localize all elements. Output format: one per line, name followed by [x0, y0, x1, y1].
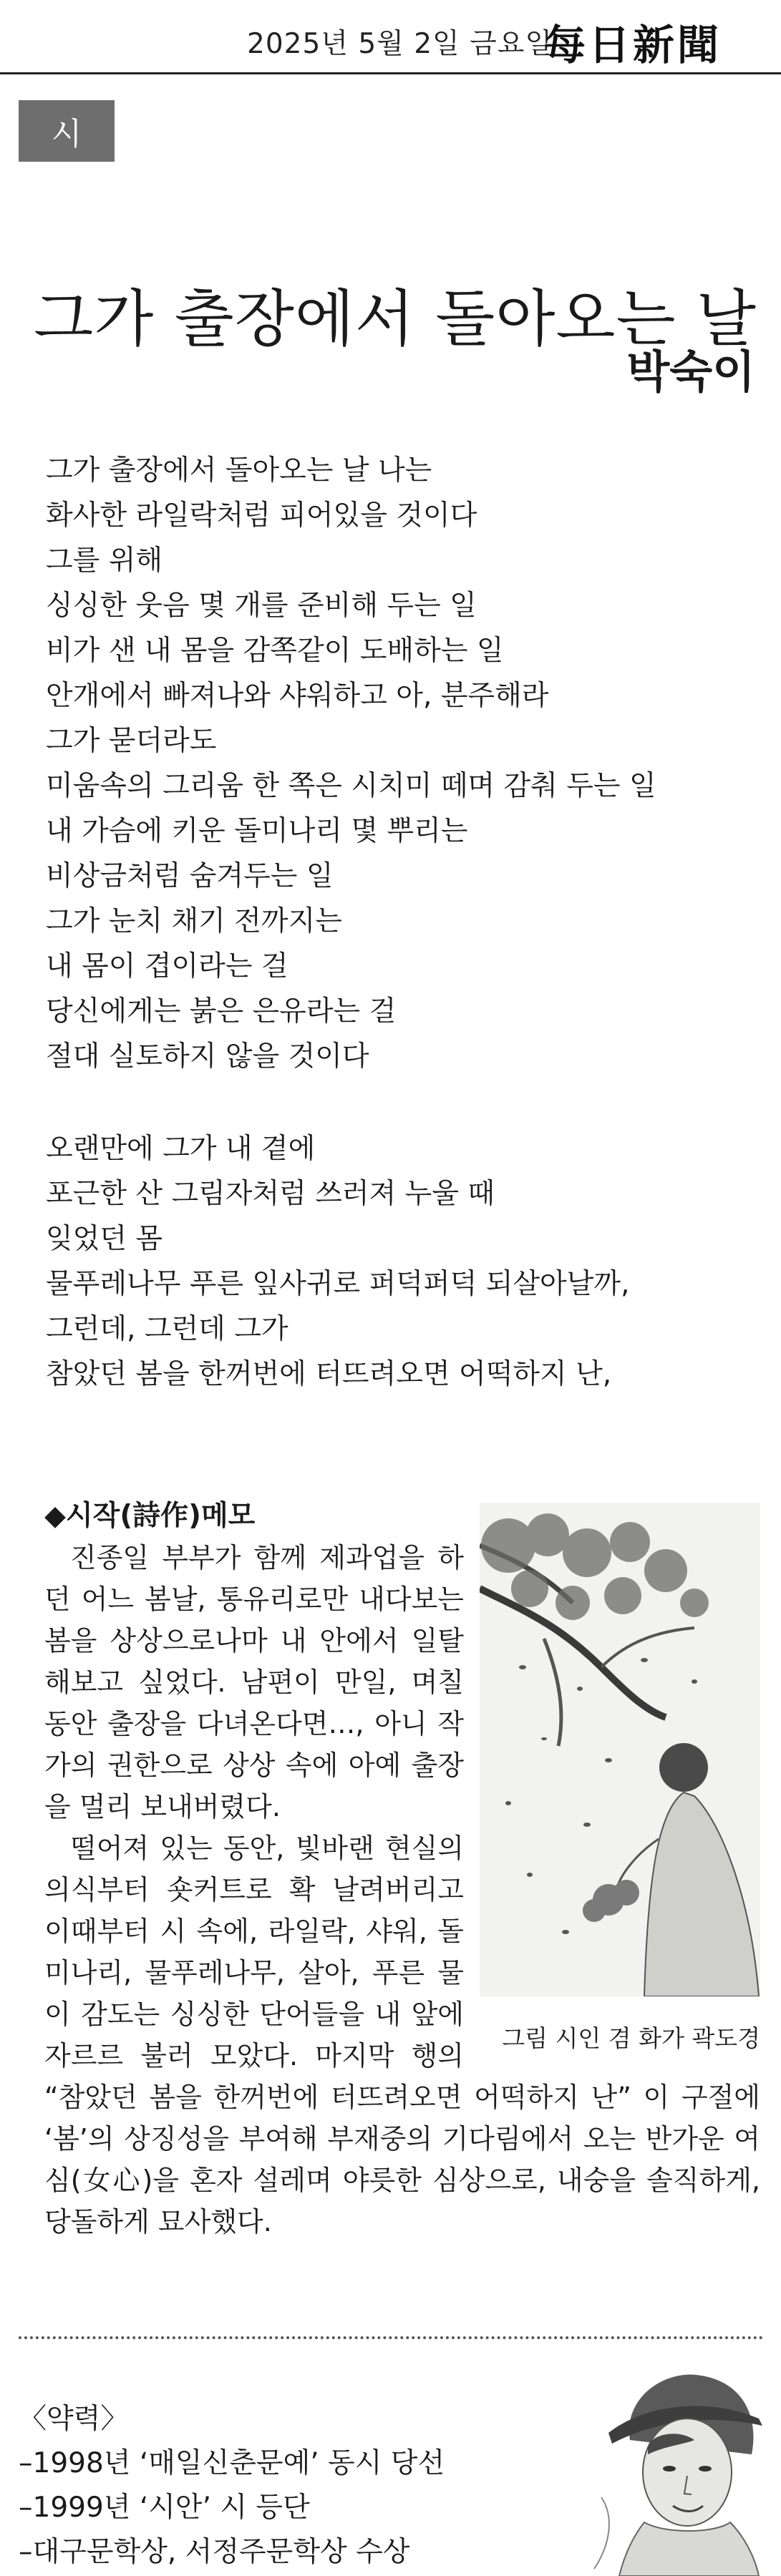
poem-body — [46, 448, 755, 1397]
issue-date: 2025년 5월 2일 금요일 — [247, 28, 553, 60]
memo-heading: ◆시작(詩作)메모 — [44, 1500, 256, 1532]
author-portrait-image[interactable] — [580, 2354, 773, 2576]
poem-line: 그가 눈치 채기 전까지는 — [46, 905, 342, 937]
poem-line: 비상금처럼 숨겨두는 일 — [46, 860, 334, 892]
poem-line: 미움속의 그리움 한 쪽은 시치미 떼며 감춰 두는 일 — [46, 770, 656, 802]
bio-heading: 〈약력〉 — [19, 2403, 129, 2435]
memo-paragraph: 진종일 부부가 함께 제과업을 하던 어느 봄날, 통유리로만 내다보는 봄을 상상으로나마 내 안에서 일탈해보고 싶었다. 남편이 만일, 며칠 동안 출장을 다녀온다면…, 아니 작가의 권한으로 상상 속에 아예 출장을 멀리 보내버렸다. — [44, 1542, 464, 1823]
poem-line: 물푸레나무 푸른 잎사귀로 퍼덕퍼덕 되살아날까, — [46, 1268, 630, 1300]
illustration-figure — [480, 1503, 760, 2052]
poem-line: 싱싱한 웃음 몇 개를 준비해 두는 일 — [46, 590, 477, 622]
section-tag: 시 — [19, 100, 115, 162]
poem-author: 박숙이 — [626, 346, 755, 398]
poem-line: 잊었던 몸 — [46, 1223, 163, 1255]
poem-stanza-2 — [46, 1126, 755, 1397]
newspaper-masthead-logo[interactable]: 每日新聞 — [544, 21, 722, 69]
poem-line: 화사한 라일락처럼 피어있을 것이다 — [46, 499, 477, 532]
poem-line: 그런데, 그런데 그가 — [46, 1313, 288, 1345]
poem-line: 참았던 봄을 한꺼번에 터뜨려오면 어떡하지 난, — [46, 1358, 612, 1390]
header-rule — [0, 72, 781, 74]
memo-paragraph: 떨어져 있는 동안, 빛바랜 현실의 의식부터 숏커트로 확 날려버리고 이때부터 시 속에, 라일락, 샤워, 돌미나리, 물푸레나무, 살아, 푸른 물이 감도는 싱싱한 단어들을 내 앞에 자르르 불러 모았다. 마지막 행의 “참았던 봄을 한꺼번에 터뜨려오면 어떡하지 난” 이 구절에 ‘봄’의 상징성을 부여해 부재중의 기다림에서 오는 반가운 여심(女心)을 혼자 설레며 야릇한 심상으로, 내숭을 솔직하게, 당돌하게 묘사했다. — [44, 1833, 760, 2238]
poem-line: 그가 묻더라도 — [46, 725, 217, 757]
poem-line: 포근한 산 그림자처럼 쓰러져 누울 때 — [46, 1178, 495, 1210]
illustration-caption: 그림 시인 겸 화가 곽도경 — [502, 2024, 760, 2052]
author-bio — [19, 2397, 520, 2575]
poem-stanza-1 — [46, 448, 755, 1079]
poem-line: 비가 샌 내 몸을 감쪽같이 도배하는 일 — [46, 635, 504, 667]
poem-line: 절대 실토하지 않을 것이다 — [46, 1040, 369, 1073]
bio-item: –1999년 ‘시안’ 시 등단 — [19, 2492, 310, 2524]
poem-line: 당신에게는 붉은 은유라는 걸 — [46, 995, 397, 1028]
poem-line: 그가 출장에서 돌아오는 날 나는 — [46, 454, 432, 487]
poem-line: 내 가슴에 키운 돌미나리 몇 뿌리는 — [46, 815, 468, 847]
memo-body — [44, 1537, 760, 2243]
stanza-gap — [46, 1079, 755, 1126]
bio-item: –대구문학상, 서정주문학상 수상 — [19, 2536, 410, 2568]
bio-item: –1998년 ‘매일신춘문예’ 동시 당선 — [19, 2447, 445, 2479]
poem-line: 그를 위해 — [46, 545, 163, 577]
poet-memo — [44, 1496, 760, 2243]
poem-line: 안개에서 빠져나와 샤워하고 아, 분주해라 — [46, 680, 549, 712]
illustration-woman-under-tree-image[interactable] — [480, 1503, 760, 1996]
poem-title: 그가 출장에서 돌아오는 날 — [34, 283, 757, 355]
dotted-divider — [19, 2336, 763, 2339]
poem-line: 오랜만에 그가 내 곁에 — [46, 1133, 316, 1165]
poem-line: 내 몸이 겹이라는 걸 — [46, 950, 288, 982]
page-header — [0, 0, 781, 73]
